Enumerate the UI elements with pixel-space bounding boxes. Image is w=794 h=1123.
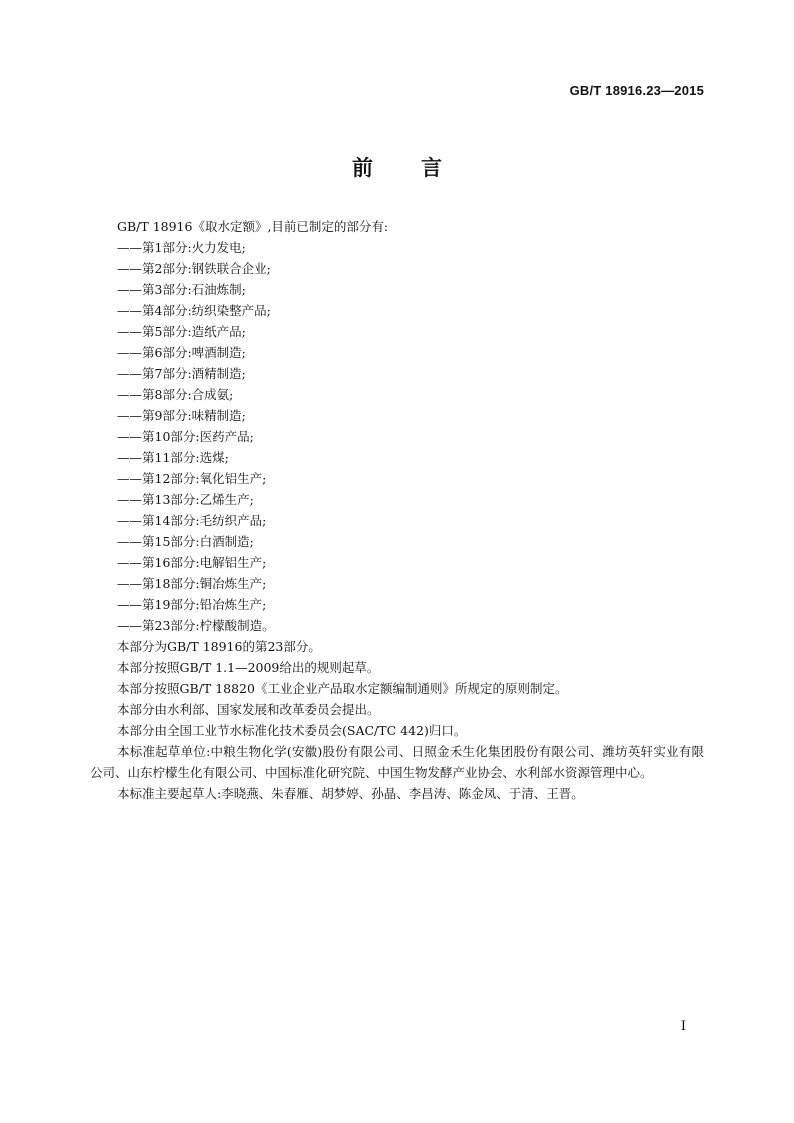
foreword-body [90, 216, 704, 804]
parts-list [90, 237, 704, 636]
statement-drafting-rules: 本部分按照GB/T 1.1—2009给出的规则起草。 [117, 660, 380, 675]
drafters-line: 本标准主要起草人:李晓燕、朱春雁、胡梦婷、孙晶、李昌涛、陈金凤、于清、王晋。 [117, 786, 584, 801]
statement-proposed-by: 本部分由水利部、国家发展和改革委员会提出。 [117, 702, 380, 717]
list-item: ——第11部分:选煤; [117, 450, 229, 465]
list-item: ——第16部分:电解铝生产; [117, 555, 267, 570]
list-item: ——第19部分:铅冶炼生产; [117, 597, 267, 612]
list-item: ——第6部分:啤酒制造; [117, 345, 246, 360]
list-item: ——第4部分:纺织染整产品; [117, 303, 271, 318]
list-item: ——第5部分:造纸产品; [117, 324, 246, 339]
list-item: ——第9部分:味精制造; [117, 408, 246, 423]
statement-part-number: 本部分为GB/T 18916的第23部分。 [117, 639, 321, 654]
list-item: ——第14部分:毛纺织产品; [117, 513, 267, 528]
list-item: ——第13部分:乙烯生产; [117, 492, 254, 507]
list-item: ——第23部分:柠檬酸制造。 [117, 618, 275, 633]
list-item: ——第1部分:火力发电; [117, 240, 246, 255]
standard-code: GB/T 18916.23—2015 [569, 83, 704, 98]
list-item: ——第15部分:白酒制造; [117, 534, 254, 549]
list-item: ——第7部分:酒精制造; [117, 366, 246, 381]
drafting-units-paragraph: 本标准起草单位:中粮生物化学(安徽)股份有限公司、日照金禾生化集团股份有限公司、潍坊英轩实业有限公司、山东柠檬生化有限公司、中国标准化研究院、中国生物发酵产业协会、水利部水资源管理中心。 [90, 744, 704, 780]
list-item: ——第10部分:医药产品; [117, 429, 254, 444]
list-item: ——第12部分:氧化铝生产; [117, 471, 267, 486]
intro-line: GB/T 18916《取水定额》,目前已制定的部分有: [117, 219, 389, 234]
list-item: ——第3部分:石油炼制; [117, 282, 246, 297]
statement-principles: 本部分按照GB/T 18820《工业企业产品取水定额编制通则》所规定的原则制定。 [117, 681, 568, 696]
list-item: ——第18部分:铜冶炼生产; [117, 576, 267, 591]
page-title: 前言 [352, 156, 490, 180]
list-item: ——第8部分:合成氨; [117, 387, 234, 402]
page-number: I [680, 1019, 686, 1034]
list-item: ——第2部分:钢铁联合企业; [117, 261, 271, 276]
statement-centralized-by: 本部分由全国工业节水标准化技术委员会(SAC/TC 442)归口。 [117, 723, 467, 738]
